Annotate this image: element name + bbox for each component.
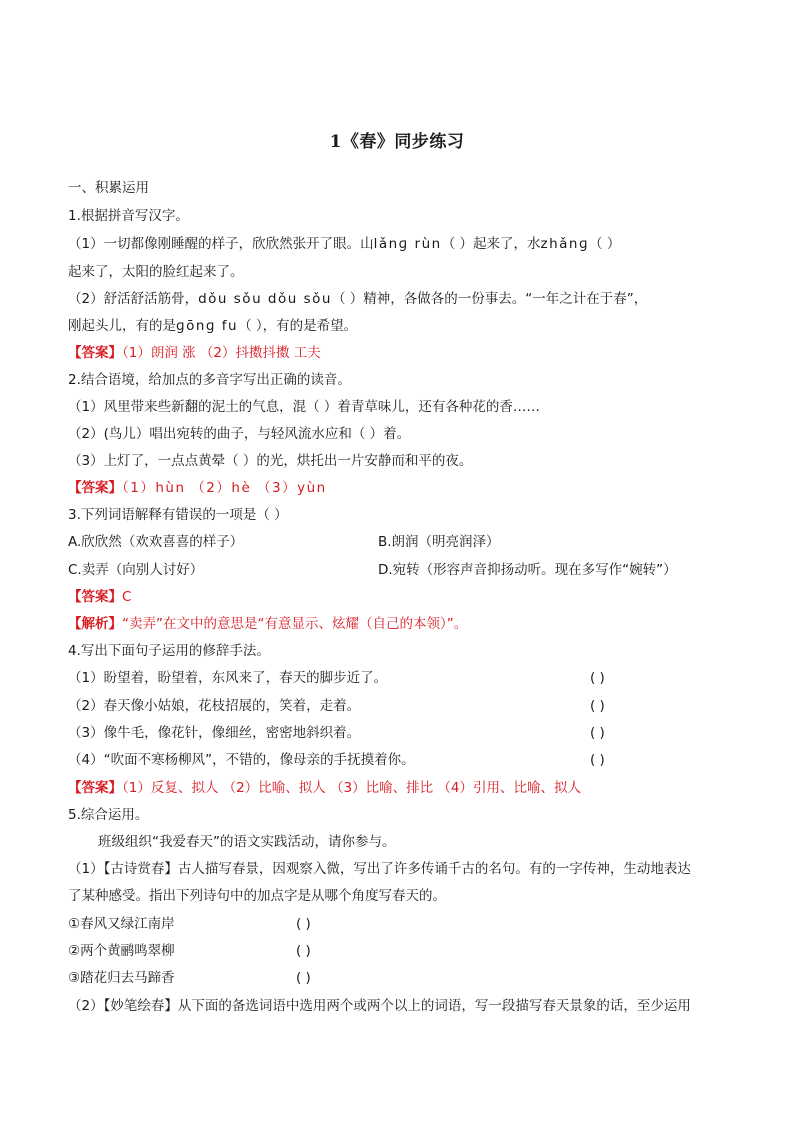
answer-blank: ( ) [590,725,605,741]
answer-blank: ( ) [590,752,605,768]
question-1-item-1 [68,234,620,254]
poem-text: ②两个黄鹂鸣翠柳 [68,943,175,959]
answer-text: （1）反复、拟人 （2）比喻、拟人 （3）比喻、排比 （4）引用、比喻、拟人 [122,780,581,796]
question-5-part-1: （1）【古诗赏春】古人描写春景，因观察入微，写出了许多传诵千古的名句。有的一字传神，生动地表达 [68,861,691,877]
text: （ ），有的是希望。 [238,318,358,334]
question-5-stem: 5.综合运用。 [68,807,149,823]
question-4-answer [68,778,581,798]
question-3-analysis [68,614,467,634]
question-2-item-2: （2）(鸟儿）唱出宛转的曲子，与轻风流水应和（ ）着。 [68,426,411,442]
answer-blank: ( ) [296,943,311,959]
question-4-item-1 [68,668,728,688]
option-a: A.欣欣然（欢欢喜喜的样子） [68,534,244,550]
question-5-part-1-cont: 了某种感受。指出下列诗句中的加点字是从哪个角度写春天的。 [68,888,446,904]
text: （ ）精神，各做各的一份事去。“一年之计在于春”， [331,291,648,307]
sentence: （2）春天像小姑娘，花枝招展的，笑着，走着。 [68,698,361,714]
question-4-item-2 [68,696,728,716]
question-2-stem: 2.结合语境，给加点的多音字写出正确的读音。 [68,372,351,388]
poem-line-1 [68,914,468,934]
sentence: （3）像牛毛，像花针，像细丝，密密地斜织着。 [68,725,361,741]
poem-text: ③踏花归去马蹄香 [68,970,175,986]
question-1-item-1-cont: 起来了，太阳的脸红起来了。 [68,264,244,280]
text: （ ）起来了，水 [441,236,541,252]
sentence: （1）盼望着，盼望着，东风来了，春天的脚步近了。 [68,670,388,686]
sentence: （4）“吹面不寒杨柳风”，不错的，像母亲的手抚摸着你。 [68,752,415,768]
text: 刚起头儿，有的是 [68,318,176,334]
answer-tag: 【答案】 [68,345,122,361]
question-1-stem: 1.根据拼音写汉字。 [68,208,189,224]
question-5-intro: 班级组织“我爱春天”的语文实践活动，请你参与。 [98,834,396,850]
page-title: 1《春》同步练习 [329,132,465,152]
analysis-tag: 【解析】 [68,616,122,632]
question-1-item-2-cont [68,316,357,336]
section-heading: 一、积累运用 [68,180,149,196]
poem-line-2 [68,941,468,961]
answer-blank: ( ) [590,670,605,686]
text: （1）一切都像刚睡醒的样子，欣欣然张开了眼。山 [68,236,374,252]
poem-text: ①春风又绿江南岸 [68,916,175,932]
question-2-item-3: （3）上灯了，一点点黄晕（ ）的光，烘托出一片安静而和平的夜。 [68,453,473,469]
question-5-part-2: （2）【妙笔绘春】从下面的备选词语中选用两个或两个以上的词语，写一段描写春天景象的话，至少运用 [68,998,691,1014]
answer-tag: 【答案】 [68,480,122,496]
question-2-answer [68,478,327,498]
question-3-stem: 3.下列词语解释有错误的一项是（ ） [68,507,288,523]
answer-text: （1）朗润 涨 （2）抖擞抖擞 工夫 [122,345,321,361]
pinyin: lǎnɡ rùn [373,236,442,252]
question-3-answer [68,587,131,607]
poem-line-3 [68,968,468,988]
option-b: B.朗润（明亮润泽） [378,534,500,550]
option-c: C.卖弄（向别人讨好） [68,562,204,578]
question-2-item-1: （1）风里带来些新翻的泥土的气息，混（ ）着青草味儿，还有各种花的香…… [68,399,540,415]
answer-blank: ( ) [296,970,311,986]
answer-blank: （ ） [589,236,621,252]
answer-text: C [122,589,132,605]
answer-tag: 【答案】 [68,589,122,605]
pinyin: ɡōnɡ fu [176,318,239,334]
question-3-options-ab [68,532,728,552]
option-d: D.宛转（形容声音抑扬动听。现在多写作“婉转”） [378,562,677,578]
question-4-stem: 4.写出下面句子运用的修辞手法。 [68,643,270,659]
analysis-text: “卖弄”在文中的意思是“有意显示、炫耀（自己的本领）”。 [122,616,468,632]
answer-text: （1）hùn （2）hè （3）yùn [122,480,327,496]
question-1-item-2 [68,289,647,309]
answer-tag: 【答案】 [68,780,122,796]
question-1-answer [68,343,321,363]
pinyin: zhǎnɡ [540,236,590,252]
question-3-options-cd [68,560,728,580]
answer-blank: ( ) [296,916,311,932]
answer-blank: ( ) [590,698,605,714]
text: （2）舒活舒活筋骨， [68,291,199,307]
question-4-item-4 [68,750,728,770]
pinyin: dǒu sǒu dǒu sǒu [198,291,332,307]
question-4-item-3 [68,723,728,743]
